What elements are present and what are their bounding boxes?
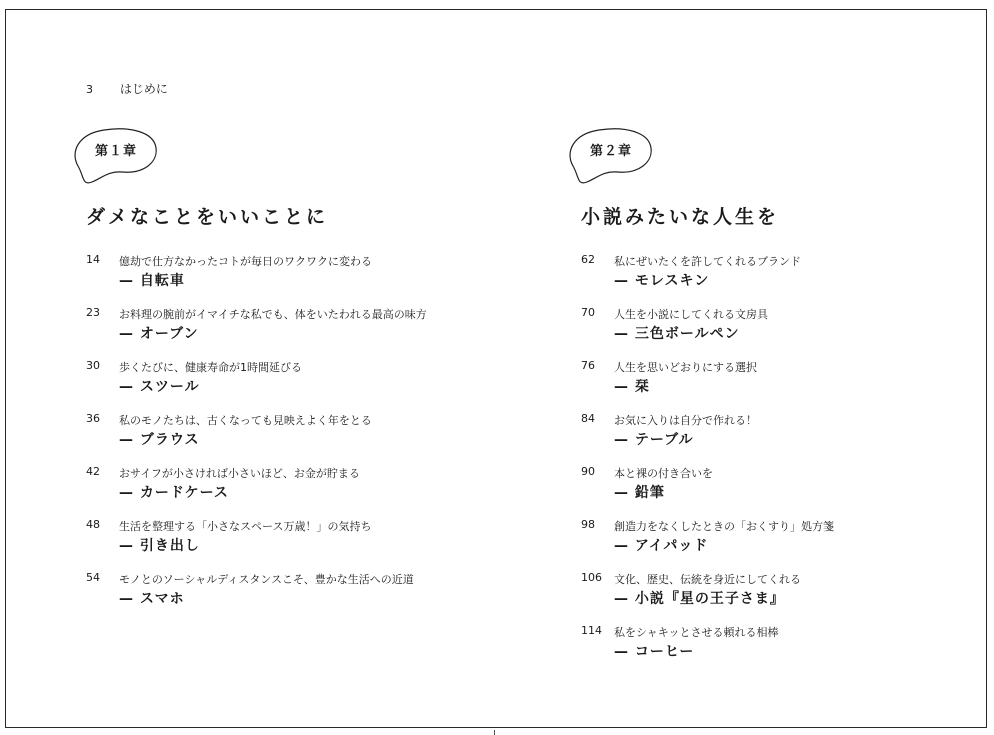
- toc-entry: [86, 412, 488, 465]
- chapter1-label: 第１章: [94, 144, 137, 159]
- entry-page-number: 98: [581, 518, 595, 531]
- entry-page-number: 90: [581, 465, 595, 478]
- toc-entry: [86, 359, 488, 412]
- bottom-center-mark: [494, 730, 495, 735]
- entry-description: 億劫で仕方なかったコトが毎日のワクワクに変わる: [119, 255, 372, 268]
- entry-description: おサイフが小さければ小さいほど、お金が貯まる: [119, 467, 360, 480]
- entry-item: — カードケース: [119, 485, 229, 501]
- entry-description: 生活を整理する「小さなスペース万歳！」の気持ち: [119, 520, 372, 533]
- entry-item: — 自転車: [119, 273, 185, 289]
- entry-item: — ブラウス: [119, 432, 200, 448]
- entry-page-number: 70: [581, 306, 595, 319]
- entry-description: お気に入りは自分で作れる！: [614, 414, 757, 427]
- entry-item: — スツール: [119, 379, 200, 395]
- chapter2-label: 第２章: [589, 144, 632, 159]
- toc-entry: [86, 306, 488, 359]
- entry-page-number: 76: [581, 359, 595, 372]
- toc-entry: [581, 465, 983, 518]
- entry-item: — 栞: [614, 379, 650, 395]
- entry-page-number: 42: [86, 465, 100, 478]
- intro-entry: [86, 80, 168, 97]
- entry-description: 歩くたびに、健康寿命が1時間延びる: [119, 361, 302, 374]
- entry-page-number: 23: [86, 306, 100, 319]
- chapter2-badge: [563, 126, 659, 188]
- entry-item: — アイパッド: [614, 538, 709, 554]
- entry-item: — オーブン: [119, 326, 199, 342]
- entry-description: 人生を思いどおりにする選択: [614, 361, 757, 374]
- entry-page-number: 84: [581, 412, 595, 425]
- toc-entry: [581, 253, 983, 306]
- chapter1-badge: [68, 126, 164, 188]
- toc-entry: [86, 465, 488, 518]
- entry-description: 私のモノたちは、古くなっても見映えよく年をとる: [119, 414, 372, 427]
- intro-page-number: 3: [86, 83, 93, 96]
- toc-entry: [581, 571, 983, 624]
- entry-item: — 引き出し: [119, 538, 200, 554]
- chapter1-entries: [86, 253, 488, 624]
- entry-item: — 鉛筆: [614, 485, 665, 501]
- toc-entry: [86, 518, 488, 571]
- intro-title: はじめに: [119, 82, 168, 96]
- toc-entry: [581, 518, 983, 571]
- entry-item: — 小説『星の王子さま』: [614, 591, 785, 607]
- entry-description: 文化、歴史、伝統を身近にしてくれる: [614, 573, 801, 586]
- chapter1-title: ダメなことをいいことに: [86, 206, 329, 228]
- entry-description: 私にぜいたくを許してくれるブランド: [614, 255, 801, 268]
- toc-entry: [86, 253, 488, 306]
- entry-item: — テーブル: [614, 432, 694, 448]
- entry-item: — スマホ: [119, 591, 185, 607]
- toc-entry: [86, 571, 488, 624]
- toc-entry: [581, 306, 983, 359]
- entry-page-number: 30: [86, 359, 100, 372]
- chapter1-column: [68, 126, 488, 624]
- entry-description: 本と裸の付き合いを: [614, 467, 713, 480]
- entry-page-number: 106: [581, 571, 602, 584]
- toc-entry: [581, 412, 983, 465]
- chapter2-column: [563, 126, 983, 677]
- entry-description: モノとのソーシャルディスタンスこそ、豊かな生活への近道: [119, 573, 414, 586]
- entry-description: 創造力をなくしたときの「おくすり」処方箋: [614, 520, 834, 533]
- toc-entry: [581, 359, 983, 412]
- toc-entry: [581, 624, 983, 677]
- entry-page-number: 62: [581, 253, 595, 266]
- chapter2-entries: [581, 253, 983, 677]
- entry-page-number: 54: [86, 571, 100, 584]
- entry-page-number: 114: [581, 624, 602, 637]
- entry-page-number: 36: [86, 412, 100, 425]
- chapter2-title: 小説みたいな人生を: [581, 206, 780, 228]
- entry-page-number: 14: [86, 253, 100, 266]
- entry-description: 人生を小説にしてくれる文房具: [614, 308, 768, 321]
- entry-item: — モレスキン: [614, 273, 710, 289]
- entry-item: — 三色ボールペン: [614, 326, 740, 342]
- entry-description: 私をシャキッとさせる頼れる相棒: [614, 626, 779, 639]
- entry-description: お料理の腕前がイマイチな私でも、体をいたわれる最高の味方: [119, 308, 427, 321]
- entry-item: — コーヒー: [614, 644, 695, 660]
- entry-page-number: 48: [86, 518, 100, 531]
